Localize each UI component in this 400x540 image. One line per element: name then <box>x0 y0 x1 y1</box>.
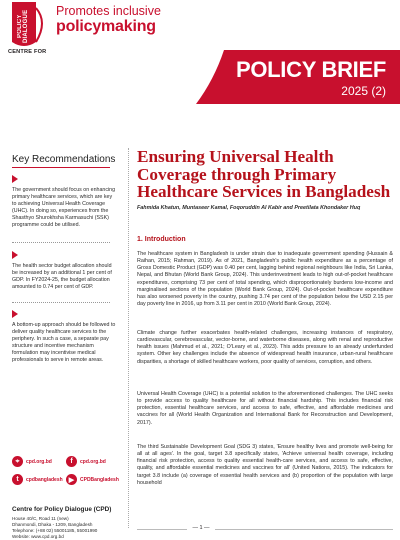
address-line: Dhanmondi, Dhaka - 1209, Bangladesh <box>12 522 93 527</box>
recommendation-1: The government should focus on enhancing primary healthcare services, which are key to achieving Universal Health Coverage (UHC). In doing so, experiences from the Shasthyo Shurokhsha Karmasuchi (SSK) programme could be utilised. <box>12 187 116 229</box>
paragraph: Climate change further exacerbates health-related challenges, increasing instances of respiratory, cardiovascular, cerebrovascular, vector-borne, and waterborne diseases, along with renal and reproductive health issues (Mahmud et al., 2021; O'Leary et al., 2023). This adds pressure to an already underfunded system. Other key challenges include the absence of widespread health insurance, urban-rural healthcare disparities, a shortage of skilled healthcare workers, poor quality of services, corruption, and others. <box>137 330 393 365</box>
recommendation-2: The health sector budget allocation should be increased by an additional 1 per cent of GDP. In FY2024-25, the budget allocation amounted to 0.74 per cent of GDP. <box>12 263 112 291</box>
twitter-icon: t <box>12 474 23 485</box>
arrow-icon <box>12 251 18 259</box>
social-label: cpdbangladesh <box>26 476 63 483</box>
column-divider <box>128 148 129 528</box>
policy-brief-issue: 2025 (2) <box>341 84 386 98</box>
social-web[interactable] <box>12 456 52 467</box>
facebook-icon: f <box>66 456 77 467</box>
page-number: — 1 — <box>190 525 212 531</box>
page-header <box>0 0 400 108</box>
sidebar-heading: Key Recommendations <box>12 154 116 165</box>
footer-rule-left <box>137 529 187 530</box>
arrow-icon <box>12 175 18 183</box>
tagline-line1: Promotes inclusive <box>56 4 161 18</box>
recommendation-3: A bottom-up approach should be followed to deliver quality healthcare services to the periphery. In such a case, a separate pay structure and incentive mechanism formulation may incentivise medical professionals to serve in remote areas. <box>12 322 116 364</box>
website-link[interactable]: Website: www.cpd.org.bd <box>12 534 64 539</box>
logo-caption: CENTRE FOR <box>8 49 47 55</box>
arrow-icon <box>12 310 18 318</box>
page-title: Ensuring Universal Health Coverage through Primary Healthcare Services in Bangladesh <box>137 147 391 201</box>
divider <box>12 302 110 303</box>
tagline <box>56 4 161 35</box>
social-label: CPDBangladesh <box>80 476 119 483</box>
address-line: Telephone: (+88 02) 55001185, 55001990 <box>12 528 98 533</box>
heading-rule <box>12 167 110 168</box>
web-icon: ⌖ <box>12 456 23 467</box>
cpd-logo <box>8 2 48 58</box>
footer-rule-right <box>215 529 393 530</box>
paragraph: The third Sustainable Development Goal (SDG 3) states, 'Ensure healthy lives and promote well-being for all at all ages'. In the goal, target 3.8 specifically states, 'Achieve universal health coverage, including financial risk protection, access to quality essential health-care services, and access to safe, effective, quality, and affordable essential medicines and vaccines for all' (United Nations, 2015). The indicators for target 3.8 include (a) coverage of essential health services and (b) proportion of the population with large household <box>137 444 393 486</box>
social-label: cpd.org.bd <box>26 458 52 465</box>
youtube-icon: ▶ <box>66 474 77 485</box>
tagline-line2: policymaking <box>56 18 156 35</box>
section-heading: 1. Introduction <box>137 236 186 243</box>
key-recommendations-sidebar <box>0 148 122 540</box>
social-twitter[interactable] <box>12 474 63 485</box>
divider <box>12 242 110 243</box>
address-line: House 40/C, Road 11 (new) <box>12 516 69 521</box>
authors: Fahmida Khatun, Muntaseer Kamal, Foqoruddin Al Kabir and Preetilata Khondaker Huq <box>137 205 361 211</box>
social-label: cpd.org.bd <box>80 458 106 465</box>
org-name: Centre for Policy Dialogue (CPD) <box>12 506 112 513</box>
paragraph: The healthcare system in Bangladesh is under strain due to inadequate government spending (Hussain & Raihan, 2015; Rahman, 2019). As of 2021, Bangladesh's public health expenditure as a percentage of Gross Domestic Product (GDP) was 0.40 per cent, lagging behind regional neighbours like India, Sri Lanka, Nepal, and Bhutan (World Bank Group, 2024). This underinvestment leads to high out-of-pocket healthcare expenditures, comprising 73 per cent of total spending, which disproportionately burdens low-income and marginalised sections of the population (World Bank Group, 2024). Out-of-pocket healthcare expenditure has also worsened poverty in the country, pushing 3.74 per cent of the population below the USD 2.15 per day poverty line in 2016, up from 3.11 per cent in 2010 (World Bank Group, 2024). <box>137 251 393 308</box>
social-youtube[interactable] <box>66 474 119 485</box>
logo-vertical-text: POLICY DIALOGUE <box>17 9 29 43</box>
policy-brief-title: POLICY BRIEF <box>235 57 386 82</box>
social-facebook[interactable] <box>66 456 106 467</box>
paragraph: Universal Health Coverage (UHC) is a potential solution to the aforementioned challenges. The UHC seeks to provide access to quality healthcare for all without financial hardship. This includes financial risk protection, essential healthcare services, and access to safe, effective, and affordable medicines and vaccines for all (World Health Organization and International Bank for Reconstruction and Development, 2017). <box>137 391 393 426</box>
